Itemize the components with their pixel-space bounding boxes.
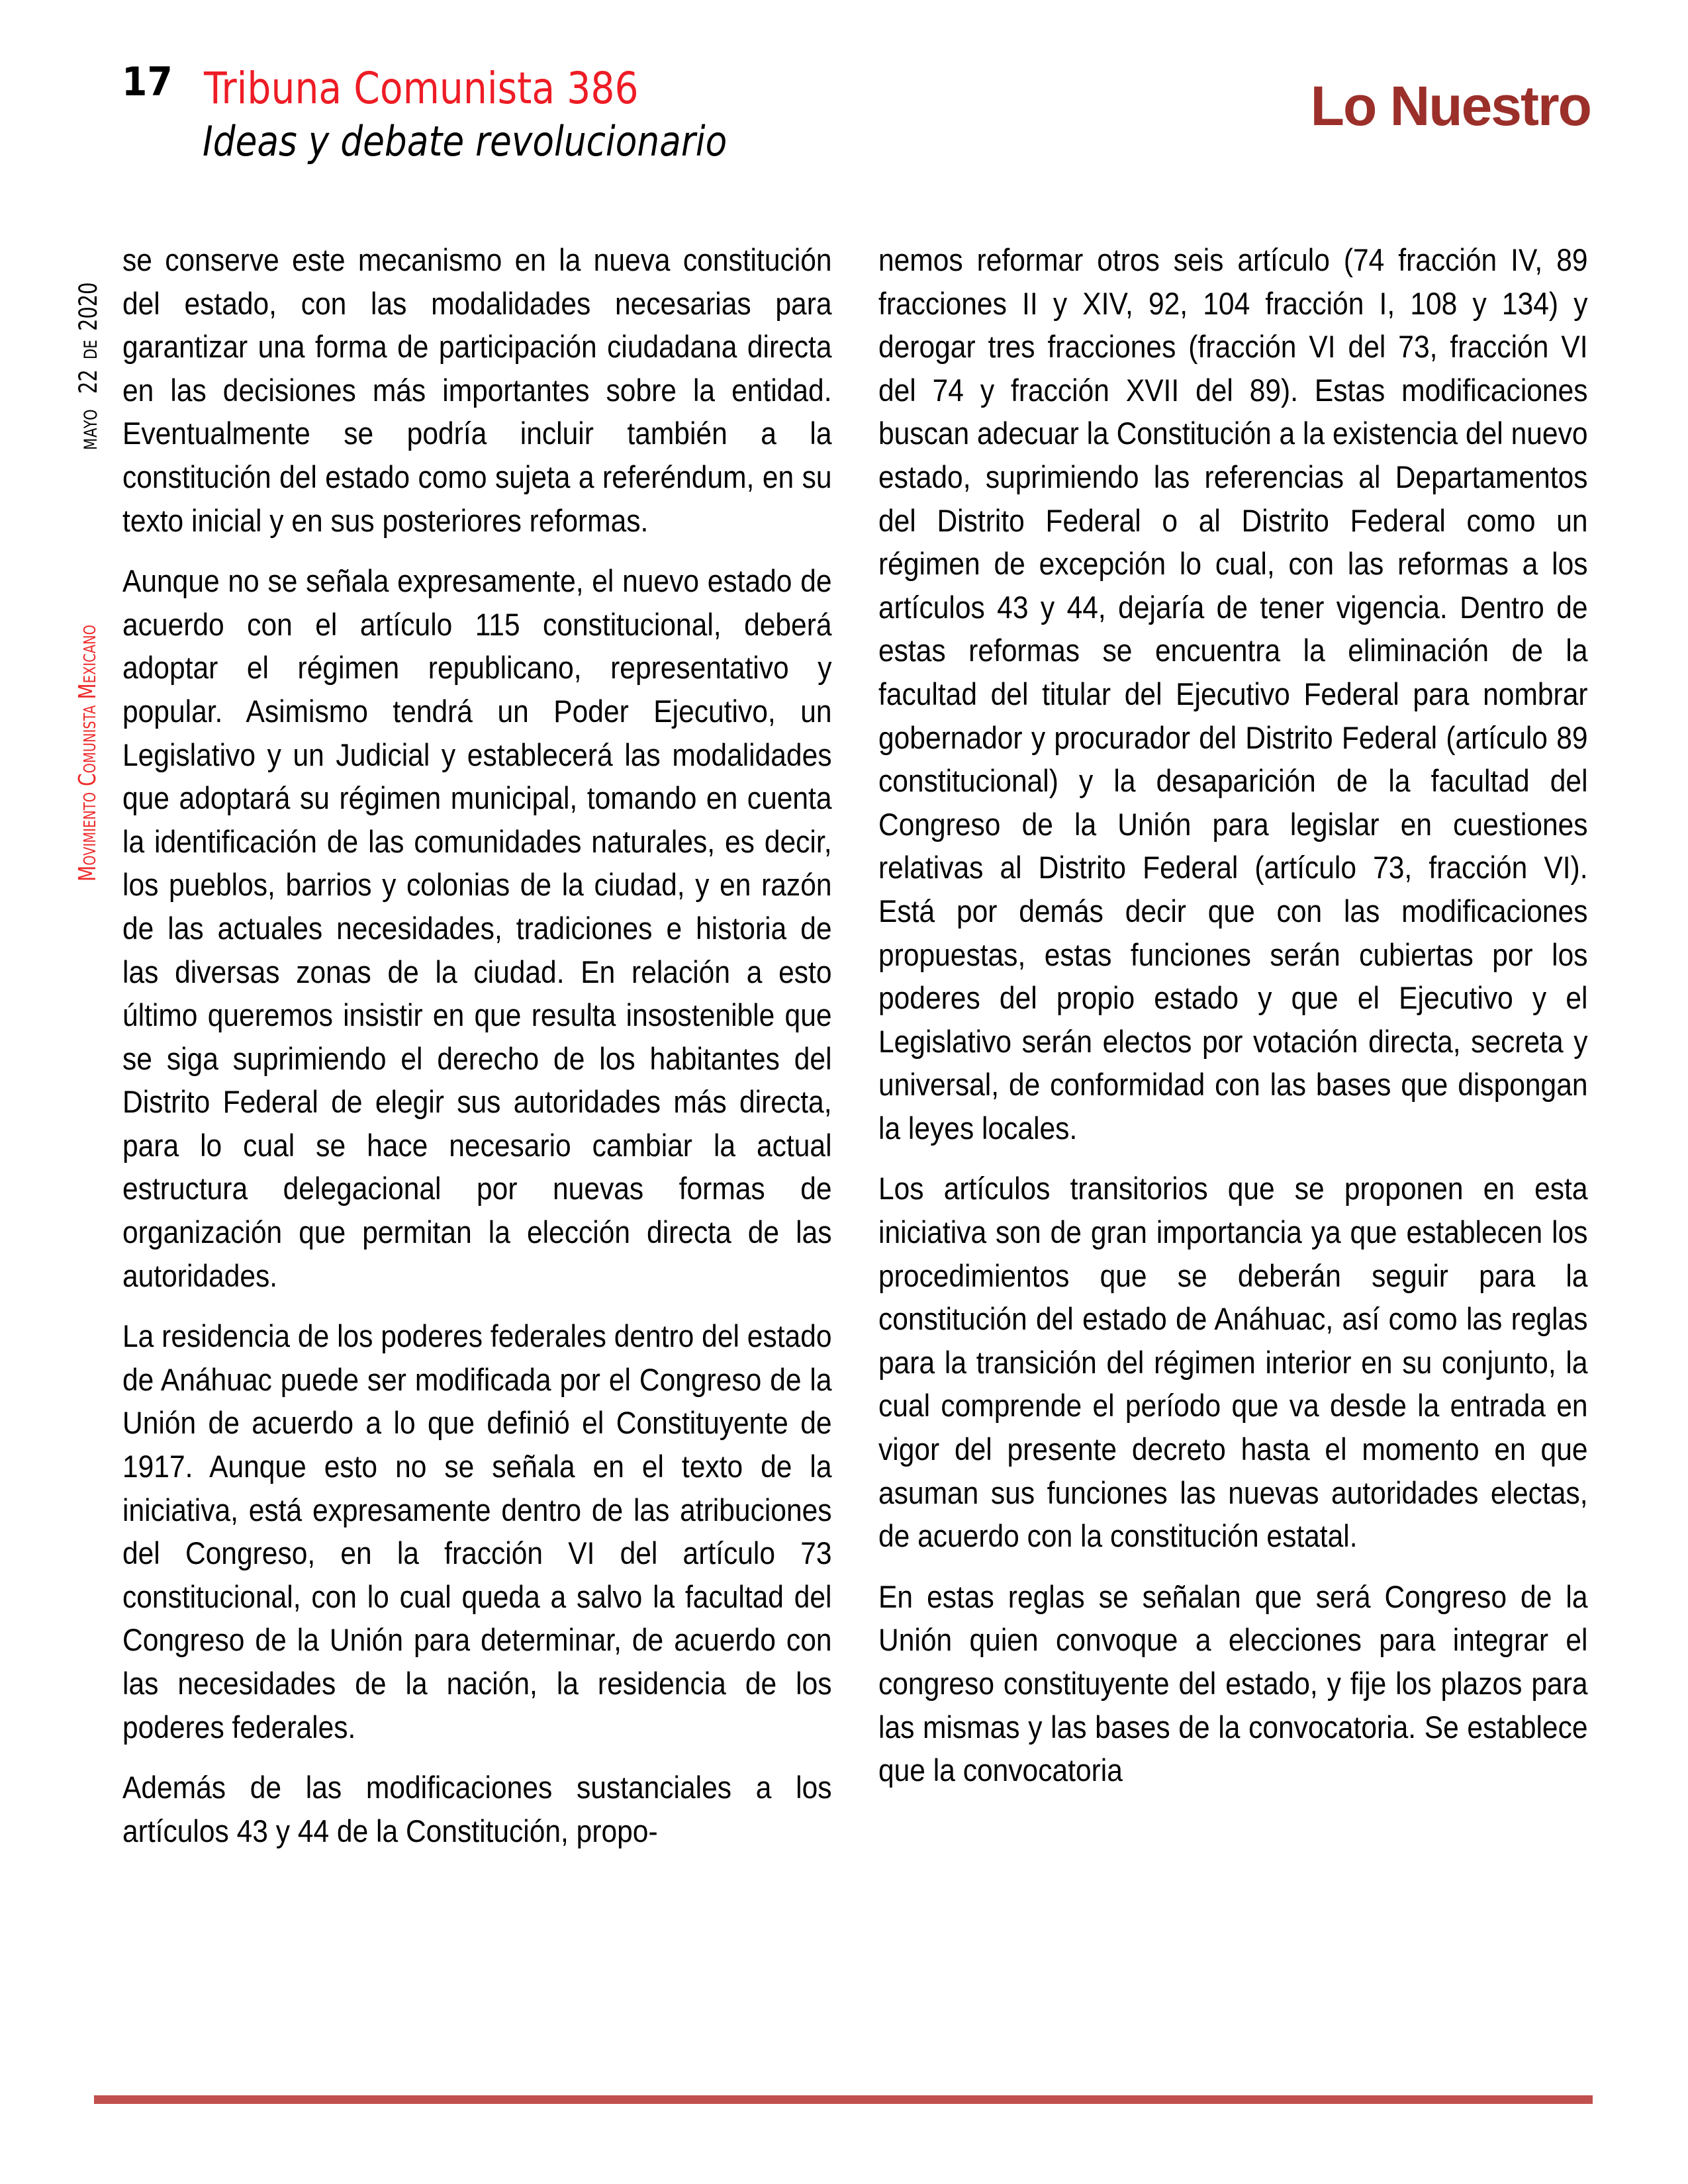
paragraph: En estas reglas se señalan que será Congreso de la Unión quien convoque a elecciones para integrar el congreso constituyente del estado, y fije los plazos para las mismas y las bases de la convocatoria. Se establece que la convocatoria [878,1578,1588,1788]
date-year: 2020 [74,282,103,331]
paragraph: nemos reformar otros seis artículo (74 fracción IV, 89 fracciones II y XIV, 92, 104 fracción I, 108 y 134) y derogar tres fracciones (fracción VI del 73, fracción VI del 74 y fracción XVII del 89). Estas modificaciones buscan adecuar la Constitución a la existencia del nuevo estado, suprimiendo las referencias al Departamentos del Distrito Federal o al Distrito Federal como un régimen de excepción lo cual, con las reformas a los artículos 43 y 44, dejaría de tener vigencia. Dentro de estas reformas se encuentra la eliminación de la facultad del titular del Ejecutivo Federal para nombrar gobernador y procurador del Distrito Federal (artículo 89 constitucional) y la desaparición de la facultad del Congreso de la Unión para legislar en cuestiones relativas al Distrito Federal (artículo 73, fracción VI). Está por demás decir que con las modificaciones propuestas, estas funciones serán cubiertas por los poderes del propio estado y que el Ejecutivo y el Legislativo serán electos por votación directa, secreta y universal, de conformidad con las bases que dispongan la leyes locales. [878,242,1588,1146]
paragraph: se conserve este mecanismo en la nueva constitución del estado, con las modalidades necesarias para garantizar una forma de participación ciudadana directa en las decisiones más importantes sobre la entidad. Eventualmente se podría incluir también a la constitución del estado como sujeta a referéndum, en su texto inicial y en sus posteriores reformas. [122,242,832,538]
sidebar-date [74,225,107,450]
organization-name: Movimiento Comunista Mexicano [74,625,101,882]
paragraph: Los artículos transitorios que se proponen en esta iniciativa son de gran importancia ya que establecen los procedimientos que se deberán seguir para la constitución del estado de Anáhuac, así como las reglas para la transición del régimen interior en su conjunto, la cual comprende el período que va desde la entrada en vigor del presente decreto hasta el momento en que asuman sus funciones las nuevas autoridades electas, de acuerdo con la constitución estatal. [878,1171,1588,1554]
footer-rule [94,2095,1593,2104]
section-title: Lo Nuestro [1310,75,1591,137]
page-number: 17 [122,59,173,105]
publication-subtitle: Ideas y debate revolucionario [203,117,727,165]
right-column [878,238,1588,1809]
publication-title: Tribuna Comunista 386 [204,63,639,114]
paragraph: Aunque no se señala expresamente, el nuevo estado de acuerdo con el artículo 115 constitucional, deberá adoptar el régimen republicano, representativo y popular. Asimismo tendrá un Poder Ejecutivo, un Legislativo y un Judicial y establecerá las modalidades que adoptará su régimen municipal, tomando en cuenta la identificación de las comunidades naturales, es decir, los pueblos, barrios y colonias de la ciudad, y en razón de las actuales necesidades, tradiciones e historia de las diversas zonas de la ciudad. En relación a esto último queremos insistir en que resulta insostenible que se siga suprimiendo el derecho de los habitantes del Distrito Federal de elegir sus autoridades más directa, para lo cual se hace necesario cambiar la actual estructura delegacional por nuevas formas de organización que permitan la elección directa de las autoridades. [122,563,832,1293]
paragraph: La residencia de los poderes federales dentro del estado de Anáhuac puede ser modificada por el Congreso de la Unión de acuerdo a lo que definió el Constituyente de 1917. Aunque esto no se señala en el texto de la iniciativa, está expresamente dentro de las atribuciones del Congreso, en la fracción VI del artículo 73 constitucional, con lo cual queda a salvo la facultad del Congreso de la Unión para determinar, de acuerdo con las necesidades de la nación, la residencia de los poderes federales. [122,1318,832,1745]
date-de: DE [81,340,101,359]
date-day: 22 [74,369,103,394]
left-column [122,238,832,1870]
paragraph: Además de las modificaciones sustanciales a los artículos 43 y 44 de la Constitución, propo- [122,1770,832,1848]
date-month: MAYO [81,408,101,450]
